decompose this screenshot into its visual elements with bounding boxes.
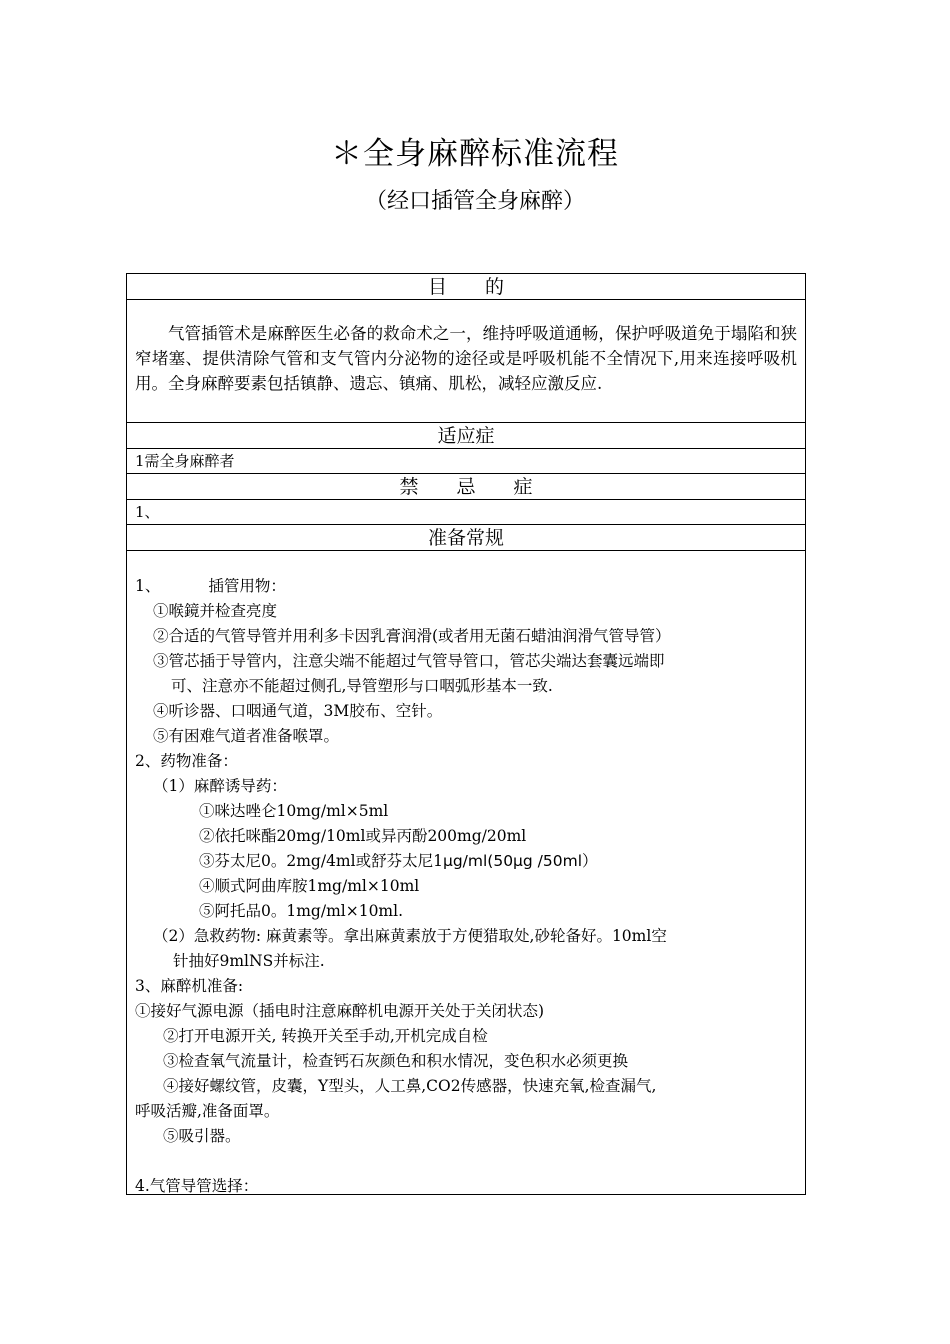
drug-item: ④顺式阿曲库胺1mg/ml×10ml (199, 877, 420, 895)
drug-item (135, 849, 797, 874)
indications-item: 1需全身麻醉者 (127, 449, 805, 474)
machine-item: ②打开电源开关, 转换开关至手动,开机完成自检 (163, 1027, 488, 1045)
drug-item-sufentanil-dose: μg/ml(50μg /50ml） (442, 852, 598, 870)
page-title: ＊全身麻醉标准流程 (331, 136, 619, 172)
prep-section-3-title: 3、麻醉机准备: (135, 977, 244, 995)
machine-item-continuation: 呼吸活瓣,准备面罩。 (135, 1102, 280, 1120)
prep-subsection-induction: （1）麻醉诱导药： (153, 777, 287, 795)
blank-line (135, 1149, 797, 1174)
prep-section-2-title: 2、药物准备： (135, 752, 238, 770)
purpose-header: 目 的 (127, 274, 805, 300)
indications-header: 适应症 (127, 423, 805, 449)
machine-item: ④接好螺纹管，皮囊，Y型头，人工鼻,CO2传感器，快速充氧,检查漏气, (163, 1077, 657, 1095)
preparation-header: 准备常规 (127, 525, 805, 551)
contraindications-item: 1、 (127, 500, 805, 525)
preparation-content (127, 551, 805, 1194)
prep-section-1-number: 1、 (135, 577, 161, 595)
prep-section-1-label: 插管用物： (208, 577, 286, 595)
protocol-table (126, 273, 806, 1195)
prep-subsection-emergency: （2）急救药物: 麻黄素等。拿出麻黄素放于方便猎取处,砂轮备好。10ml空 (153, 927, 667, 945)
drug-item: ⑤阿托品0。1mg/ml×10ml. (199, 902, 404, 920)
prep-subsection-emergency-continuation: 针抽好9mlNS并标注. (173, 952, 325, 970)
prep-item: ④听诊器、口咽通气道，3M胶布、空针。 (153, 702, 443, 720)
prep-item: ②合适的气管导管并用利多卡因乳膏润滑(或者用无菌石蜡油润滑气管导管） (153, 627, 671, 645)
purpose-text: 气管插管术是麻醉医生必备的救命术之一，维持呼吸道通畅，保护呼吸道免于塌陷和狭窄堵塞、提供清除气管和支气管内分泌物的途径或是呼吸机能不全情况下,用来连接呼吸机用。全身麻醉要素包括镇静、遗忘、镇痛、肌松，减轻应激反应. (127, 300, 805, 423)
prep-item-continuation: 可、注意亦不能超过侧孔,导管塑形与口咽弧形基本一致. (171, 677, 553, 695)
machine-item: ⑤吸引器。 (163, 1127, 241, 1145)
drug-item-fentanyl: ③芬太尼0。2mg/4ml或舒芬太尼1 (199, 852, 443, 870)
prep-section-1-title (135, 574, 797, 599)
prep-item: ①喉鏡并检查亮度 (153, 602, 278, 620)
prep-item: ③管芯插于导管内，注意尖端不能超过气管导管口，管芯尖端达套囊远端即 (153, 652, 665, 670)
machine-item: ③检查氧气流量计，检查钙石灰颜色和积水情况，变色积水必须更换 (163, 1052, 629, 1070)
prep-item: ⑤有困难气道者准备喉罩。 (153, 727, 340, 745)
drug-item: ②依托咪酯20mg/10ml或异丙酚200mg/20ml (199, 827, 527, 845)
drug-item: ①咪达唑仑10mg/ml×5ml (199, 802, 389, 820)
contraindications-header: 禁 忌 症 (127, 474, 805, 500)
page-subtitle: （经口插管全身麻醉） (364, 189, 585, 214)
prep-section-4-title: 4.气管导管选择： (135, 1177, 259, 1195)
machine-item: ①接好气源电源（插电时注意麻醉机电源开关处于关闭状态) (135, 1002, 545, 1020)
